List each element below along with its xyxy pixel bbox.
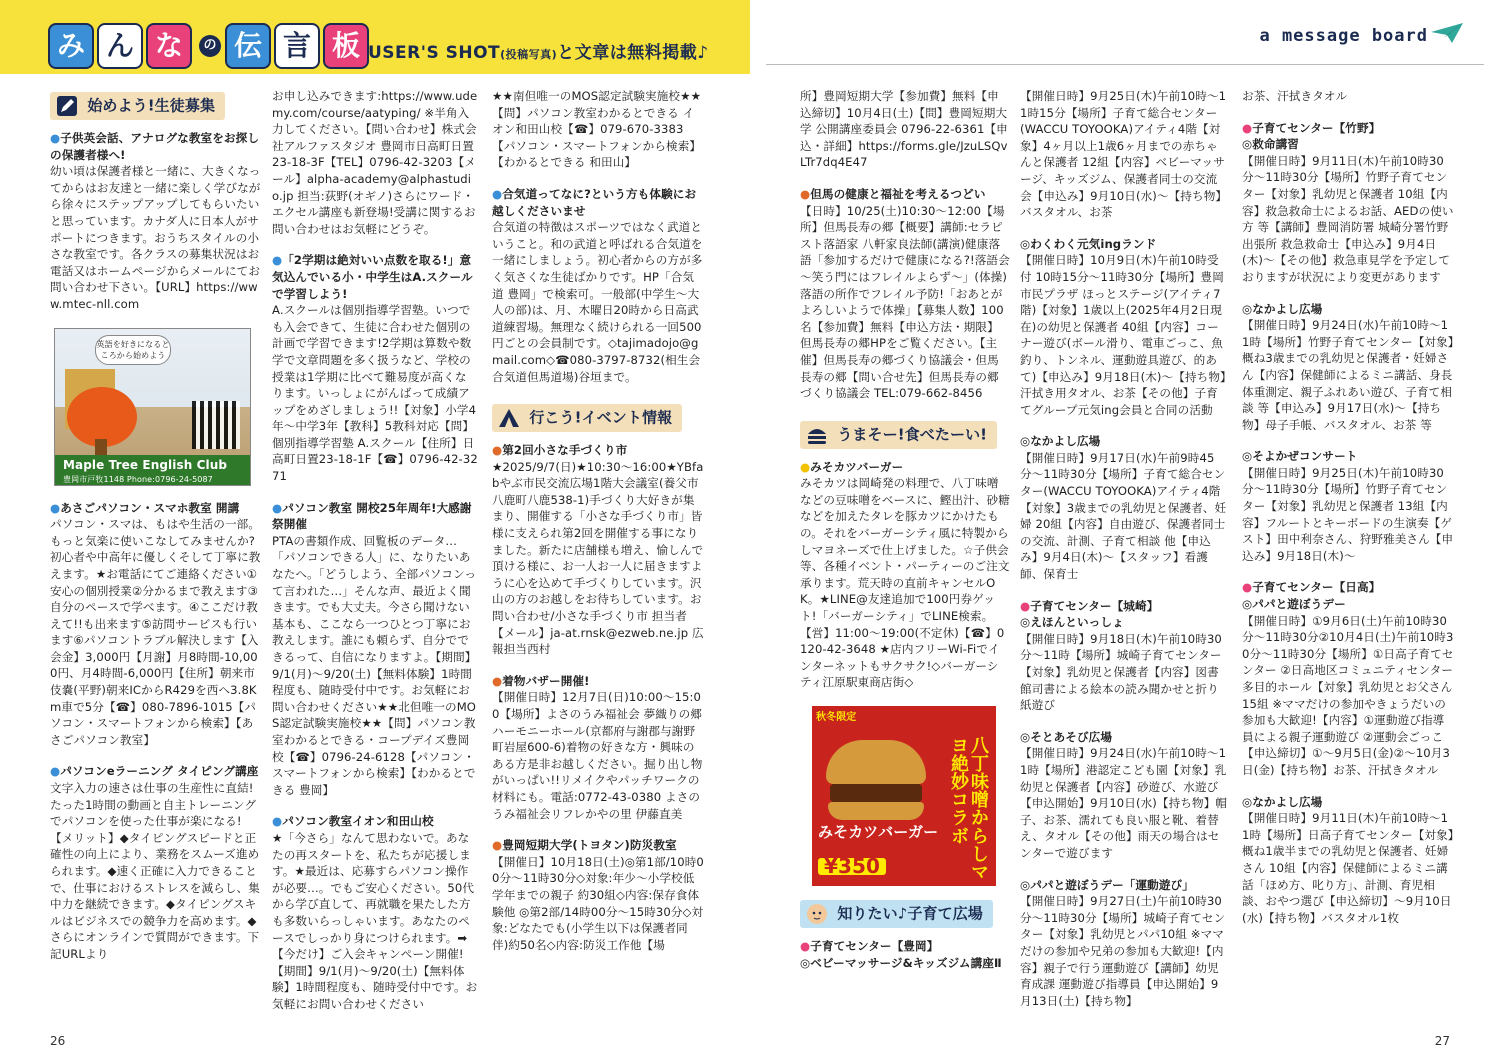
article-body: 【日時】10/25(土)10:30〜12:00【場所】但馬長寿の郷【概要】講師:セラピスト落語家 八軒家良法師(講演)健康落語「参加するだけで健康になる?!落語会 〜笑う門にはフレイルよらず〜」(体操)落語の所作でフレイル予防!「おあとがよろしいようで体操」【募集人数】100名【参加費】無料【申込方法・期限】但馬長寿の郷HPをご覧ください。【主催】但馬長寿の郷づくり協議会・但馬長寿の郷【問い合せ先】但馬長寿の郷づくり協議会 TEL:079-662-8456	[800, 203, 1010, 401]
tagline-main: USER'S SHOT	[368, 43, 501, 63]
column-2	[272, 88, 478, 1027]
title-char: み	[48, 23, 94, 69]
school-name: Maple Tree English Club	[63, 457, 228, 472]
article-subtitle: ◎パパと遊ぼうデー	[1242, 597, 1346, 612]
maple-tree-photo	[54, 328, 251, 486]
article-title: ● 子育てセンター【城崎】	[1020, 598, 1228, 615]
column-6	[1242, 88, 1454, 941]
bun-bottom-graphic	[828, 802, 924, 820]
patty-graphic	[830, 784, 922, 802]
speech-bubble: 英語を好きになるところから始めよう	[95, 335, 171, 365]
article-subtitle: ◎えほんといっしょ	[1020, 615, 1124, 630]
article-body: 【開催日時】9月11日(木)午前10時30分〜11時30分【場所】竹野子育てセンター【対象】乳幼児と保護者 10組【内容】救急救命士によるお話、AEDの使い方 等【講師】豊岡消防署 城崎分署竹野出張所 救急救命士【申込み】9月4日(木)〜【その他】救急車見学を予定しておりますが状況により変更があります	[1242, 153, 1454, 284]
article-title: ● あさごパソコン・スマホ教室 開講	[50, 500, 262, 517]
article-title: ● 子育てセンター【竹野】	[1242, 120, 1454, 137]
article-body: 【開催日時】9月25日(木)午前10時30分〜11時30分【場所】竹野子育てセンター【対象】乳幼児と保護者 13組【内容】フルートとキーボードの生演奏【ゲスト】田中利奈さん、狩野雅美さん【申込み】9月18日(木)〜	[1242, 465, 1454, 563]
article-body: 【開催日時】10月9日(木)午前10時受付 10時15分〜11時30分【場所】豊岡市民プラザ ほっとステージ(アイティ7階)【対象】1歳以上(2025年4月2日現在)の幼児と保護者 40組【内容】コーナー遊び(ボール滑り、電車ごっこ、魚釣り、トンネル、運動遊具遊び、的あて)【申込み】9月18日(木)〜【持ち物】汗拭き用タオル、お茶【その他】子育てグループ元気ing会員と合同の活動	[1020, 253, 1226, 417]
section-heading-events	[492, 404, 682, 432]
page-number-left: 26	[50, 1034, 66, 1048]
title-char: ん	[97, 23, 143, 69]
article-title: ● 子供英会話、アナログな教室をお探しの保護者様へ!	[50, 130, 262, 163]
title-char: 伝	[225, 23, 271, 69]
article-title: ● 着物バザー開催!	[492, 673, 704, 690]
tree-graphic	[67, 387, 137, 447]
message-board-label: a message board	[1259, 26, 1428, 46]
burger-name: みそカツバーガー	[818, 823, 939, 841]
article-body: 幼い頃は保護者様と一緒に、大きくなってからはお友達と一緒に楽しく学びながら徐々にステップアップしてもらいたいと思っています。カナダ人に日本人がサポートにつきます。おうちスタイルの小さな教室です。各クラスの募集状況はお電話又はホームページからメールにてお問い合わせ下さい。【URL】https://www.mtec-nll.com	[50, 164, 261, 311]
article-body: 【開催日時】9月17日(水)午前9時45分〜11時30分【場所】子育て総合センター(WACCU TOYOOKA)アイティ4階【対象】3歳までの乳幼児と保護者、妊婦 20組【内容】自由遊び、保護者同士の交流、計測、子育て相談 他【申込み】9月4日(木)〜【スタッフ】看護師、保育士	[1020, 450, 1227, 582]
article-title: ● パソコン教室イオン和田山校	[272, 813, 478, 830]
bun-graphic	[826, 740, 926, 784]
section-heading-recruit	[50, 92, 225, 120]
page-number-right: 27	[1434, 1034, 1450, 1048]
article-body: ★「今さら」なんて思わないで。あなたの再スタートを、私たちが応援します。★最近は、応募すらパソコン操作が必要…。でもご安心ください。50代から学び直して、再就職を果たした方も多数いらっしゃいます。あなたのペースでしっかり身につけられます。➡【今だけ】ご入会キャンペーン開催!【期間】9/1(月)〜9/20(土)【無料体験】1時間程度も、随時受付中です。お気軽にお問い合わせください	[272, 830, 478, 1011]
article-body: 【開催日時】9月27日(土)午前10時30分〜11時30分【場所】城崎子育てセンター【対象】乳幼児とパパ10組 ※ママだけの参加や兄弟の参加も大歓迎!【内容】親子で行う運動遊び【講師】幼児育成課 運動遊び指導員【申込開始】9月13日(土)【持ち物】	[1020, 894, 1226, 1008]
article-body: 【開催日】10月18日(土)◎第1部/10時00分〜11時30分◇対象:年少〜小学校低学年までの親子 約30組◇内容:保存食体験他 ◎第2部/14時00分〜15時30分◇対象:どなたでも(小学生以下は保護者同伴)約50名◇内容:防災工作他【場	[492, 854, 704, 952]
burger-photo	[812, 706, 996, 886]
article-body: 文字入力の速さは仕事の生産性に直結!たった1時間の動画と自主トレーニングでパソコンを使った仕事が楽になる!【メリット】◆タイピングスピードと正確性の向上により、業務をスムーズ進められます。◆速く正確に入力できることで、仕事におけるストレスを減らし、集中力を継続できます。◆タイピングスキルはビジネスでの競争力を高めます。◆さらにオンラインで質問ができます。下記URLより	[50, 781, 260, 961]
tagline-paren: (投稿写真)	[500, 48, 558, 61]
article-title: ● 但馬の健康と福祉を考えるつどい	[800, 186, 1010, 203]
column-1	[50, 88, 262, 978]
column-3	[492, 88, 704, 968]
burger-catchcopy: 八丁味噌からしマヨ絶妙コラボ	[948, 736, 989, 881]
article-body: お申し込みできます:https://www.udemy.com/course/aatyping/ ※半角入力してください。【問い合わせ】株式会社アルファスタジオ 豊岡市日高町日置23-18-3F【TEL】0796-42-3203【メール】alpha-academy@alphastudio.jp 担当:荻野(オギノ)さらにワード・エクセル講座も新登場!受講に関するお問い合わせはお気軽にどうぞ。	[272, 89, 478, 236]
article-title: ● パソコンeラーニング タイピング講座	[50, 763, 262, 780]
article-title: ◎そとあそび広場	[1020, 729, 1113, 744]
article-title: ◎パパと遊ぼうデー「運動遊び」	[1020, 877, 1194, 892]
article-body: 【開催日時】9月25日(木)午前10時〜11時15分【場所】子育て総合センター(WACCU TOYOOKA)アイティ4階【対象】4ヶ月以上1歳6ヶ月までの赤ちゃんと保護者 12組【内容】ベビーマッサージ、キッズジム、保護者同士の交流会【申込み】9月10日(水)〜【持ち物】バスタオル、お茶	[1020, 89, 1228, 220]
article-title: ● 「2学期は絶対いい点数を取る!」意気込んでいる小・中学生はA.スクールで学習しよう!	[272, 252, 478, 302]
article-body: 【開催日時】12月7日(日)10:00〜15:00【場所】よさのうみ福祉会 夢織りの郷ハーモニーホール(京都府与謝郡与謝野町岩屋600-6)着物の好きな方・興味のある方是非お越しください。掘り出し物がいっぱい!!リメイクやパッチワークの材料にも。電話:0772-43-0380 よさのうみ福祉会リフレかやの里 伊藤直美	[492, 690, 703, 821]
article-title: ● みそカツバーガー	[800, 459, 1010, 476]
article-subtitle: ◎ベビーマッサージ&キッズジム講座Ⅱ	[800, 955, 1002, 970]
article-body: ★2025/9/7(日)★10:30〜16:00★YBfabやぶ市民交流広場1階大会議室(養父市八鹿町八鹿538-1)手づくり大好きが集まり、開催する「小さな手づくり市」皆様に支えられ第2回を開催する事になりました。新たに店舗様も増え、愉しんで頂ける様に、お一人お一人に届きますように心を込めて手づくりしています。沢山の方のお越しをお待ちしています。お問い合わせ/小さな手づくり市 担当者【メール】ja-at.rnsk@ezweb.ne.jp 広報担当西村	[492, 459, 704, 657]
article-body: 【開催日時】9月24日(水)午前10時〜11時【場所】竹野子育てセンター【対象】概ね3歳までの乳幼児と保護者・妊婦さん【内容】保健師によるミニ講話、身長体重測定、親子ふれあい遊び、子育て相談 等【申込み】9月17日(水)〜【持ち物】母子手帳、バスタオル、お茶 等	[1242, 318, 1454, 432]
right-page	[750, 0, 1500, 1064]
title-char: 板	[323, 23, 369, 69]
magazine-title	[48, 24, 372, 68]
burger-icon	[806, 424, 828, 446]
section-heading-food	[800, 421, 997, 449]
header-banner	[0, 0, 750, 74]
paper-plane-icon	[1430, 22, 1464, 44]
article-body: 【開催日時】9月11日(木)午前10時〜11時【場所】日高子育てセンター【対象】概ね1歳半までの乳幼児と保護者、妊婦さん 10組【内容】保健師によるミニ講話「ほめ方、叱り方」、計測、育児相談、おやつ選び【申込締切】〜9月10日(水)【持ち物】バスタオル1枚	[1242, 811, 1454, 925]
article-body: PTAの書類作成、回覧板のデータ…「パソコンできる人」に、なりたいあなたへ。「どうしよう、全部パソコンって言われた…」そんな声、最近よく聞きます。でも大丈夫。今さら聞けない基本も、ここなら一つひとつ丁寧にお教えします。誰にも頼らず、自分でできるって、自信になりますよ。【期間】9/1(月)〜9/20(土)【無料体験】1時間程度も、随時受付中です。お気軽にお問い合わせください★★北但唯一のMOS認定試験実施校★★【問】パソコン教室わかるとできる・コープデイズ豊岡校【☎】0796-24-6128【パソコン・スマートフォンから検索】【わかるとできる 豊岡】	[272, 533, 477, 797]
title-char: の	[199, 35, 221, 57]
title-char: な	[146, 23, 192, 69]
article-subtitle: ◎救命講習	[1242, 137, 1299, 152]
title-char: 言	[274, 23, 320, 69]
tagline	[368, 38, 709, 63]
limited-badge: 秋冬限定	[816, 712, 857, 723]
column-4	[800, 88, 1010, 971]
article-title: ◎なかよし広場	[1020, 434, 1101, 449]
section-title: 知りたい♪子育て広場	[837, 904, 983, 923]
article-body: A.スクールは個別指導学習塾。いつでも入会できて、生徒に合わせた個別の計画で学習できます!2学期は算数や数学で文章問題を多く扱うなど、学校の授業は1学期に比べて難易度が高くなります。いっしょにがんばって成績アップをめざしましょう!!【対象】小学4年〜中学3年【教科】5教科対応【問】個別指導学習塾 A.スクール【住所】日高町日置23-18-1F【☎】0796-42-3271	[272, 303, 478, 484]
article-title: ◎わくわく元気ingランド	[1020, 236, 1157, 251]
column-5	[1020, 88, 1228, 1024]
article-body: パソコン・スマは、もはや生活の一部。もっと気楽に使いこなしてみませんか?初心者や中高年に優しくそして丁寧に教えます。★お電話にてご連絡ください①安心の個別授業②分かるまで教えます③自分のペースで学べます。④ここだけ教えて!!も出来ます⑤訪問サービスも行います⑥パソコントラブル解決します【入会金】3,000円【月謝】月8時間-10,000円、月4時間-6,000円【住所】朝来市伎嚢(平野)朝来ICからR429を西へ3.8Km車で5分【☎】080-7896-1015【パソコン・スマートフォンから検索】【あさごパソコン教室】	[50, 517, 261, 747]
article-body: ★★南但唯一のMOS認定試験実施校★★【問】パソコン教室わかるとできる イオン和田山校【☎】079-670-3383【パソコン・スマートフォンから検索】【わかるとできる 和田山】	[492, 89, 702, 170]
qr-code-icon	[192, 401, 240, 449]
header-rule	[766, 64, 1484, 65]
article-body: 所】豊岡短期大学【参加費】無料【申込締切】10月4日(土)【問】豊岡短期大学 公開講座委員会 0796-22-6361【申込・詳細】https://forms.gle/JzuLSQvLTr7dq4E47	[800, 89, 1008, 170]
article-title: ● 豊岡短期大学(トヨタン)防災教室	[492, 837, 704, 854]
article-title: ● 子育てセンター【豊岡】	[800, 938, 1010, 955]
article-body: みそカツは岡崎発の料理で、八丁味噌などの豆味噌をベースに、鰹出汁、砂糖などを加えたタレを豚カツにかけたもの。それをバーガーシティ風に特製からしマヨネーズで仕上げました。☆子供会等、各種イベント・パーティーのご注文承ります。荒天時の直前キャンセルOK。★LINE@友達追加で100円券ゲット!「バーガーシティ」でLINE検索。【営】11:00〜19:00(不定休)【☎】0120-42-3648 ★店内フリーWi-Fiでインターネットもサクサク!◇バーガーシティ江原駅東商店街◇	[800, 476, 1010, 690]
section-heading-child	[800, 900, 993, 928]
section-title: 始めよう!生徒募集	[87, 96, 216, 115]
article-body: 【開催日時】9月18日(木)午前10時30分〜11時【場所】城崎子育てセンター【対象】乳幼児と保護者【内容】図書館司書による絵本の読み聞かせと折り紙遊び	[1020, 631, 1222, 713]
section-title: うまそー!食べたーい!	[837, 425, 988, 444]
article-title: ● 合気道ってなに?という方も体験にお越しくださいませ	[492, 186, 704, 219]
article-title: ● 第2回小さな手づくり市	[492, 442, 704, 459]
article-title: ◎なかよし広場	[1242, 301, 1323, 316]
school-address: 豊岡市戸牧1148 Phone:0796-24-5087	[63, 474, 213, 484]
pencil-icon	[56, 95, 78, 117]
baby-face-icon	[806, 903, 828, 925]
section-title: 行こう!イベント情報	[529, 408, 673, 427]
photo-caption-bar	[55, 455, 250, 485]
tagline-rest: と文章は無料掲載♪	[557, 43, 709, 63]
article-body: 【開催日時】9月24日(水)午前10時〜11時【場所】港認定こども園【対象】乳幼児と保護者【内容】砂遊び、水遊び【申込開始】9月10日(水)【持ち物】帽子、お茶、濡れても良い服と靴、着替え、タオル【その他】雨天の場合はセンターで遊びます	[1020, 746, 1228, 860]
article-title: ◎なかよし広場	[1242, 794, 1323, 809]
article-title: ● 子育てセンター【日高】	[1242, 579, 1454, 596]
burger-price: ¥350	[818, 858, 886, 875]
article-body: 【開催日時】①9月6日(土)午前10時30分〜11時30分②10月4日(土)午前10時30分〜11時30分【場所】①日高子育てセンター ②日高地区コミュニティセンター 多目的ホール【対象】乳幼児とお父さん 15組 ※ママだけの参加やきょうだいの参加も大歓迎!【内容】①運動遊び指導員による親子運動遊び ②運動会ごっこ【申込締切】①〜9月5日(金)②〜10月3日(金)【持ち物】お茶、汗拭きタオル	[1242, 613, 1454, 777]
article-title: ◎そよかぜコンサート	[1242, 449, 1358, 464]
tent-icon	[498, 407, 520, 429]
article-title: ● パソコン教室 開校25年周年!大感謝祭開催	[272, 500, 478, 533]
article-body: 合気道の特徴はスポーツではなく武道ということ。和の武道と呼ばれる合気道を一緒にしましょう。初心者からの方が多く気さくな生徒ばかりです。HP「合気道 豊岡」で検索可。一般部(中学生〜大人の部)は、月、木曜日20時から日高武道練習場。無理なく続けられる一回500円ごとの会員制です。◇tajimadojo@gmail.com◇☎080-3797-8732(相生会合気道但馬道場)谷垣まで。	[492, 220, 703, 384]
article-body: お茶、汗拭きタオル	[1242, 89, 1348, 103]
